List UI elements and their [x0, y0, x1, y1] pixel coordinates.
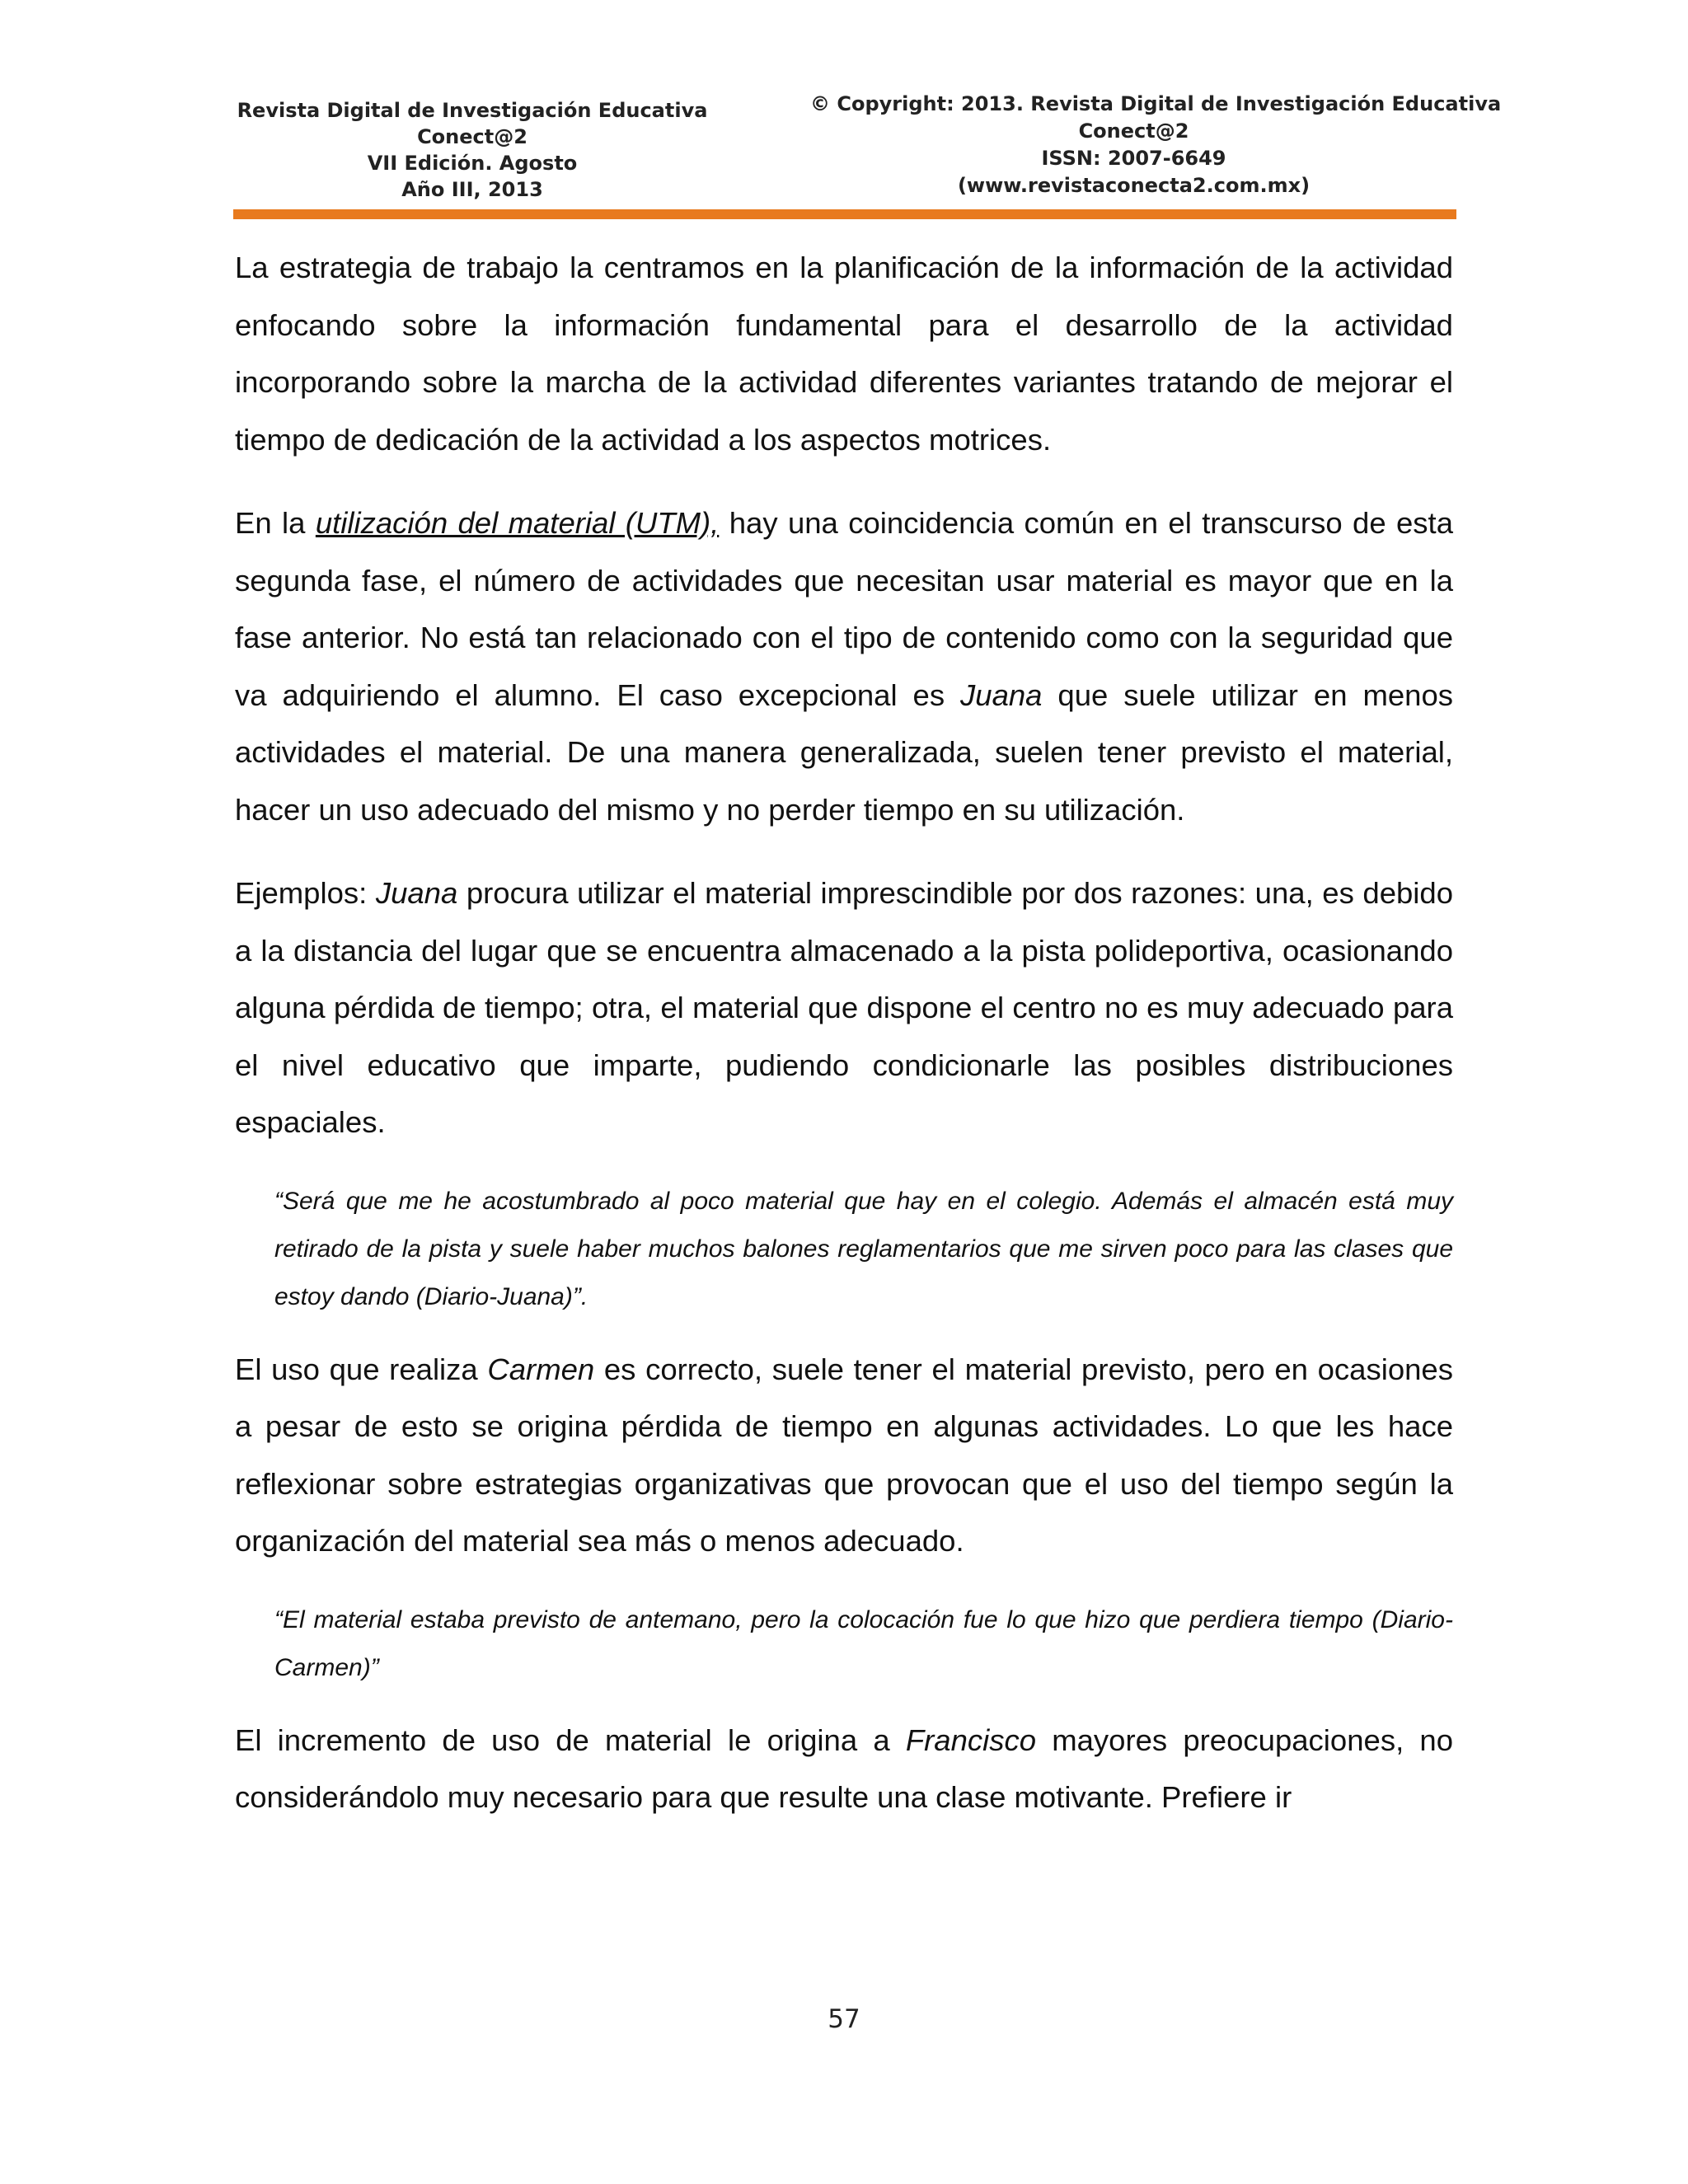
- journal-website-link[interactable]: (www.revistaconecta2.com.mx): [957, 174, 1311, 197]
- paragraph-text: hay una coincidencia común en el transcurso de esta segunda fase, el número de actividades que necesitan usar material es mayor que en la fase anterior. No está tan relacionado con el tipo de contenido como con la seguridad que va adquiriendo el alumno. El caso excepcional es: [235, 506, 1453, 712]
- paragraph-strategy: La estrategia de trabajo la centramos en la planificación de la información de la actividad enfocando sobre la información fundamental para el desarrollo de la actividad incorporando sobre la marcha de la actividad diferentes variantes tratando de mejorar el tiempo de dedicación de la actividad a los aspectos motrices.: [235, 251, 1453, 457]
- paragraph-lead: En la: [235, 506, 316, 540]
- participant-name-juana: Juana: [960, 677, 1043, 712]
- paragraph-examples: [235, 865, 1453, 1151]
- paragraph-lead: Ejemplos:: [235, 876, 376, 910]
- paragraph-francisco: [235, 1712, 1453, 1826]
- journal-short-name: Conect@2: [417, 125, 528, 148]
- quote-diario-carmen: “El material estaba previsto de antemano, pero la colocación fue lo que hizo que perdiera tiempo (Diario-Carmen)”: [274, 1605, 1453, 1681]
- paragraph-lead: El incremento de uso de material le origina a: [235, 1722, 906, 1757]
- journal-edition-block: [233, 97, 711, 203]
- quote-diario-juana: “Será que me he acostumbrado al poco material que hay en el colegio. Además el almacén está muy retirado de la pista y suele haber muchos balones reglamentarios que me sirven poco para las clases que estoy dando (Diario-Juana)”.: [274, 1187, 1453, 1310]
- page-number: 57: [828, 2004, 860, 2034]
- article-body: [235, 239, 1453, 1853]
- participant-name-juana: Juana: [375, 876, 458, 910]
- journal-name: Revista Digital de Investigación Educativa: [237, 99, 708, 122]
- paragraph-text: que suele utilizar en menos actividades el material. De una manera generalizada, suelen tener previsto el material, hacer un uso adecuado del mismo y no perder tiempo en su utilización.: [235, 677, 1453, 827]
- paragraph-text: mayores preocupaciones, no considerándolo muy necesario para que resulte una clase motivante. Prefiere ir: [235, 1722, 1453, 1814]
- paragraph-material-use: [235, 494, 1453, 838]
- page-header: [233, 91, 1502, 223]
- header-divider: [233, 209, 1456, 219]
- copyright-block: [810, 91, 1502, 199]
- participant-name-carmen: Carmen: [487, 1352, 595, 1386]
- year-label: Año III, 2013: [401, 178, 543, 201]
- paragraph-text: procura utilizar el material imprescindible por dos razones: una, es debido a la distancia del lugar que se encuentra almacenado a la pista polideportiva, ocasionando alguna pérdida de tiempo; otra, el material que dispone el centro no es muy adecuado para el nivel educativo que imparte, pudiendo condicionarle las posibles distribuciones espaciales.: [235, 876, 1453, 1139]
- utm-term: utilización del material (UTM),: [315, 506, 720, 540]
- issn-label: ISSN: 2007-6649: [1041, 147, 1226, 170]
- copyright-journal-short-name: Conect@2: [1078, 120, 1189, 143]
- paragraph-text: es correcto, suele tener el material previsto, pero en ocasiones a pesar de esto se origina pérdida de tiempo en algunas actividades. Lo que les hace reflexionar sobre estrategias organizativas que provocan que el uso del tiempo según la organización del material sea más o menos adecuado.: [235, 1352, 1453, 1558]
- edition-label: VII Edición. Agosto: [367, 152, 578, 175]
- copyright-line: © Copyright: 2013. Revista Digital de Investigación Educativa: [810, 92, 1502, 115]
- paragraph-carmen: [235, 1341, 1453, 1570]
- paragraph-lead: El uso que realiza: [235, 1352, 488, 1386]
- participant-name-francisco: Francisco: [905, 1722, 1037, 1757]
